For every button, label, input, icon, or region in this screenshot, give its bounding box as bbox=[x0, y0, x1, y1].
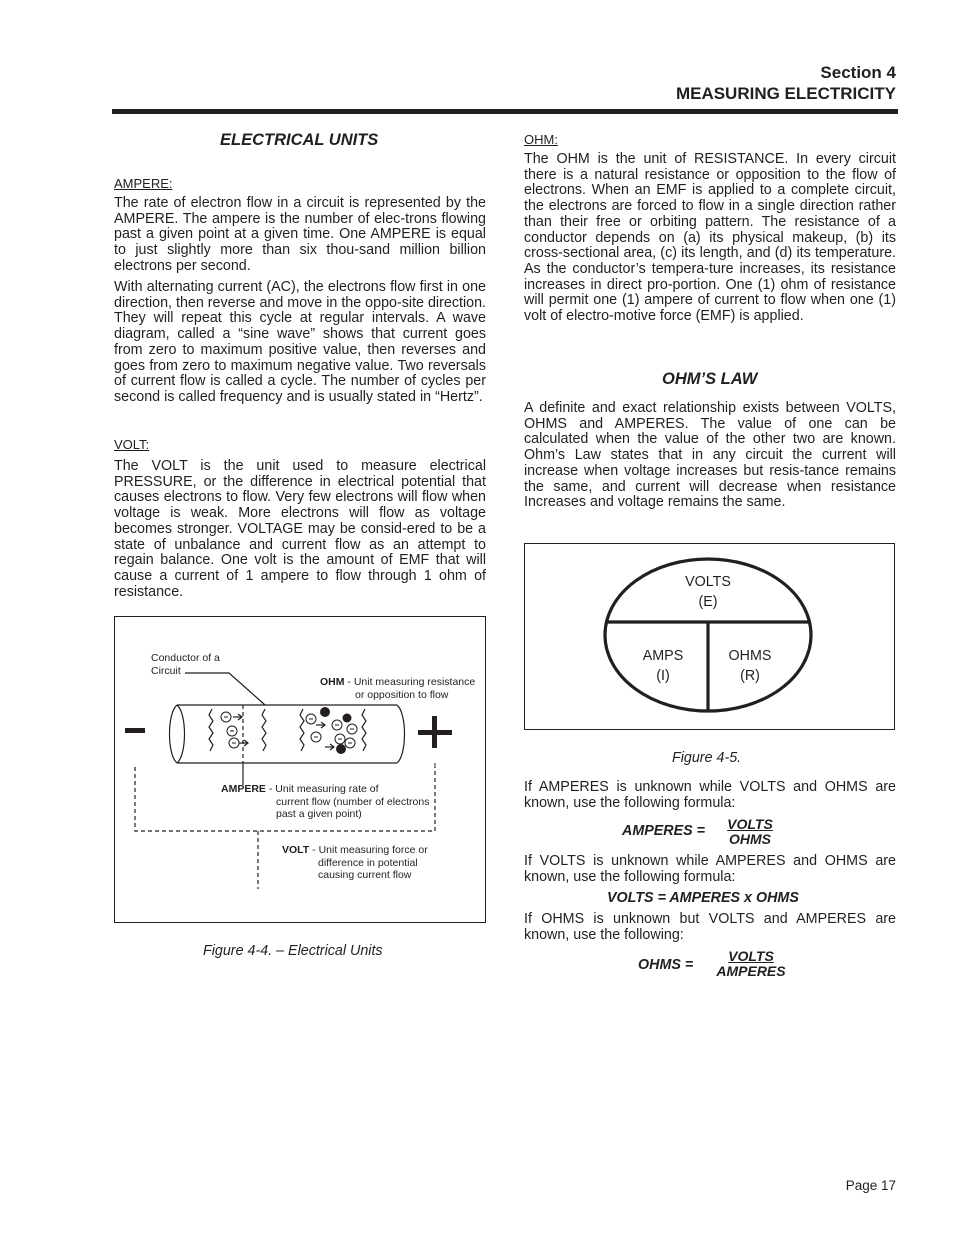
section-number: Section 4 bbox=[820, 63, 896, 82]
ohms-intro: If OHMS is unknown but VOLTS and AMPERES are known, use the following: bbox=[524, 911, 896, 943]
resistance-line bbox=[362, 709, 366, 751]
atom-nucleus bbox=[336, 744, 346, 754]
figure-4-4-box bbox=[114, 616, 486, 923]
conductor-right-end bbox=[397, 705, 405, 763]
resistance-line bbox=[209, 709, 213, 751]
figure-4-4-caption: Figure 4-4. – Electrical Units bbox=[203, 943, 383, 959]
volts-formula: VOLTS = AMPERES x OHMS bbox=[607, 890, 799, 906]
figure-4-5-box bbox=[524, 543, 895, 730]
volt-subheading: VOLT: bbox=[114, 437, 150, 452]
ampere-label: AMPERE - Unit measuring rate of current flow (number of electrons past a given point) bbox=[221, 783, 430, 820]
figure-4-5-caption: Figure 4-5. bbox=[672, 750, 742, 766]
ohms-law-paragraph: A definite and exact relationship exists between VOLTS, OHMS and AMPERES. The value of one can be calculated when the value of the other two are known. Ohm’s Law states that in any circuit the current will increase when voltage increases but resis-tance remains the same, and current will decrease when resistance Increases and voltage remains the same. bbox=[524, 400, 896, 511]
volt-label: VOLT - Unit measuring force or difference in potential causing current flow bbox=[282, 844, 428, 881]
ampere-paragraph-2: With alternating current (AC), the electrons flow first in one direction, then reverse and move in the oppo-site direction. They will repeat this cycle at regular intervals. A wave diagram, called a “sine wave” shows that current goes from zero to maximum positive value, then reverses and goes from zero to maximum negative value. Two reversals of current flow is called a cycle. The number of cycles per second is called frequency and is usually stated in “Hertz”. bbox=[114, 279, 486, 405]
ampere-subheading: AMPERE: bbox=[114, 176, 173, 191]
atom-nucleus bbox=[320, 707, 330, 717]
amps-cell: AMPS (I) bbox=[642, 648, 684, 684]
volt-paragraph: The VOLT is the unit used to measure electrical PRESSURE, or the difference in electrical potential that causes electrons to flow. Very few electrons will flow when voltage is weak. More electrons will flow as voltage becomes stronger. VOLTAGE may be consid-ered to be a state of unbalance and current flow as an attempt to regain balance. One volt is the amount of EMF that will cause a current of 1 ampere to flow through 1 ohm of resistance. bbox=[114, 458, 486, 600]
ohm-paragraph: The OHM is the unit of RESISTANCE. In every circuit there is a natural resistance or opposition to the flow of electrons. When an EMF is applied to a complete circuit, the electrons are forced to flow in a single direction rather than their free or orbiting pattern. The resistance of a conductor depends on (a) its physical makeup, (b) its cross-sectional area, (c) its length, and (d) its temperature. As the conductor’s tempera-ture increases, its resistance increases in direct pro-portion. One (1) ohm of resistance will permit one (1) ampere of current to flow when one (1) volt of electro-motive force (EMF) is applied. bbox=[524, 151, 896, 325]
amperes-formula-fraction: VOLTS OHMS bbox=[727, 816, 773, 847]
resistance-line bbox=[262, 709, 266, 751]
ohms-cell: OHMS (R) bbox=[728, 648, 772, 684]
page-number: Page 17 bbox=[845, 1178, 896, 1193]
ohm-label: OHM - Unit measuring resistance or opposition to flow bbox=[320, 676, 476, 701]
conductor-label: Conductor of a Circuit bbox=[151, 652, 220, 677]
volts-intro: If VOLTS is unknown while AMPERES and OHMS are known, use the following formula: bbox=[524, 853, 896, 885]
header-rule bbox=[112, 109, 898, 114]
ohm-subheading: OHM: bbox=[524, 132, 558, 147]
amperes-intro: If AMPERES is unknown while VOLTS and OHMS are known, use the following formula: bbox=[524, 779, 896, 811]
resistance-line bbox=[300, 709, 304, 751]
negative-terminal-sign bbox=[125, 728, 145, 733]
conductor-left-end bbox=[170, 705, 178, 763]
volts-cell: VOLTS (E) bbox=[685, 574, 731, 610]
ohms-law-heading: OHM’S LAW bbox=[662, 370, 758, 388]
ohms-formula-fraction: VOLTS AMPERES bbox=[716, 948, 786, 979]
section-title: MEASURING ELECTRICITY bbox=[675, 84, 896, 103]
amperes-formula-lhs: AMPERES = bbox=[622, 823, 706, 839]
ampere-paragraph-1: The rate of electron flow in a circuit is represented by the AMPERE. The ampere is the number of elec-trons flowing past a given point at a given time. One AMPERE is equal to just slightly more than six thou-sand million billion electrons per second. bbox=[114, 195, 486, 274]
conductor-pointer bbox=[185, 673, 265, 705]
electrical-units-heading: ELECTRICAL UNITS bbox=[220, 131, 379, 149]
ohms-formula-lhs: OHMS = bbox=[638, 957, 694, 973]
atom-nucleus bbox=[343, 714, 352, 723]
